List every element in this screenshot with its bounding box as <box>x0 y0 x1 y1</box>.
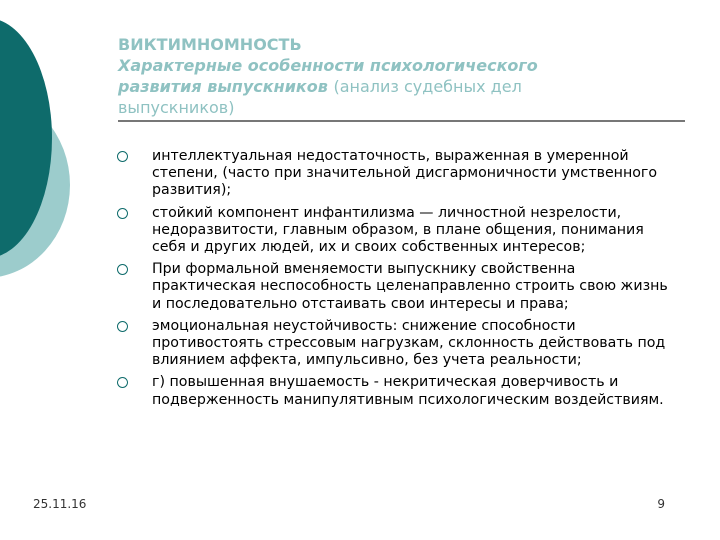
bullet-item <box>117 261 677 313</box>
slide-subtitle: Характерные особенности психологического развития выпускников <box>118 56 538 96</box>
hollow-circle-icon <box>117 321 128 332</box>
hollow-circle-icon <box>117 208 128 219</box>
slide-title-block <box>118 34 598 118</box>
bullet-list <box>117 148 677 414</box>
bullet-text: При формальной вменяемости выпускнику свойственна практическая неспособность целенаправленно строить свою жизнь и последовательно отстаивать свои интересы и права; <box>152 261 668 312</box>
title-divider <box>118 120 685 122</box>
bullet-text: стойкий компонент инфантилизма — личностной незрелости, недоразвитости, главным образом, в плане общения, понимания себя и других людей, их и своих собственных интересов; <box>152 204 644 256</box>
page-number: 9 <box>657 497 665 511</box>
bullet-text: г) повышенная внушаемость - некритическая доверчивость и подверженность манипулятивным психологическим воздействиям. <box>152 374 664 408</box>
bullet-item <box>117 205 677 257</box>
hollow-circle-icon <box>117 377 128 388</box>
hollow-circle-icon <box>117 264 128 275</box>
hollow-circle-icon <box>117 151 128 162</box>
bullet-text: эмоциональная неустойчивость: снижение способности противостоять стрессовым нагрузкам, склонность действовать под влиянием аффекта, импульсивно, без учета реальности; <box>152 317 666 369</box>
bullet-item <box>117 318 677 370</box>
slide-subtitle-note: (анализ судебных дел выпускников) <box>118 77 522 117</box>
slide-title: ВИКТИМНОМНОСТЬ <box>118 35 302 54</box>
footer-date: 25.11.16 <box>33 497 87 511</box>
bullet-item <box>117 374 677 408</box>
bullet-text: интеллектуальная недостаточность, выраженная в умеренной степени, (часто при значительной дисгармоничности умственного развития); <box>152 148 658 199</box>
bullet-item <box>117 148 677 200</box>
